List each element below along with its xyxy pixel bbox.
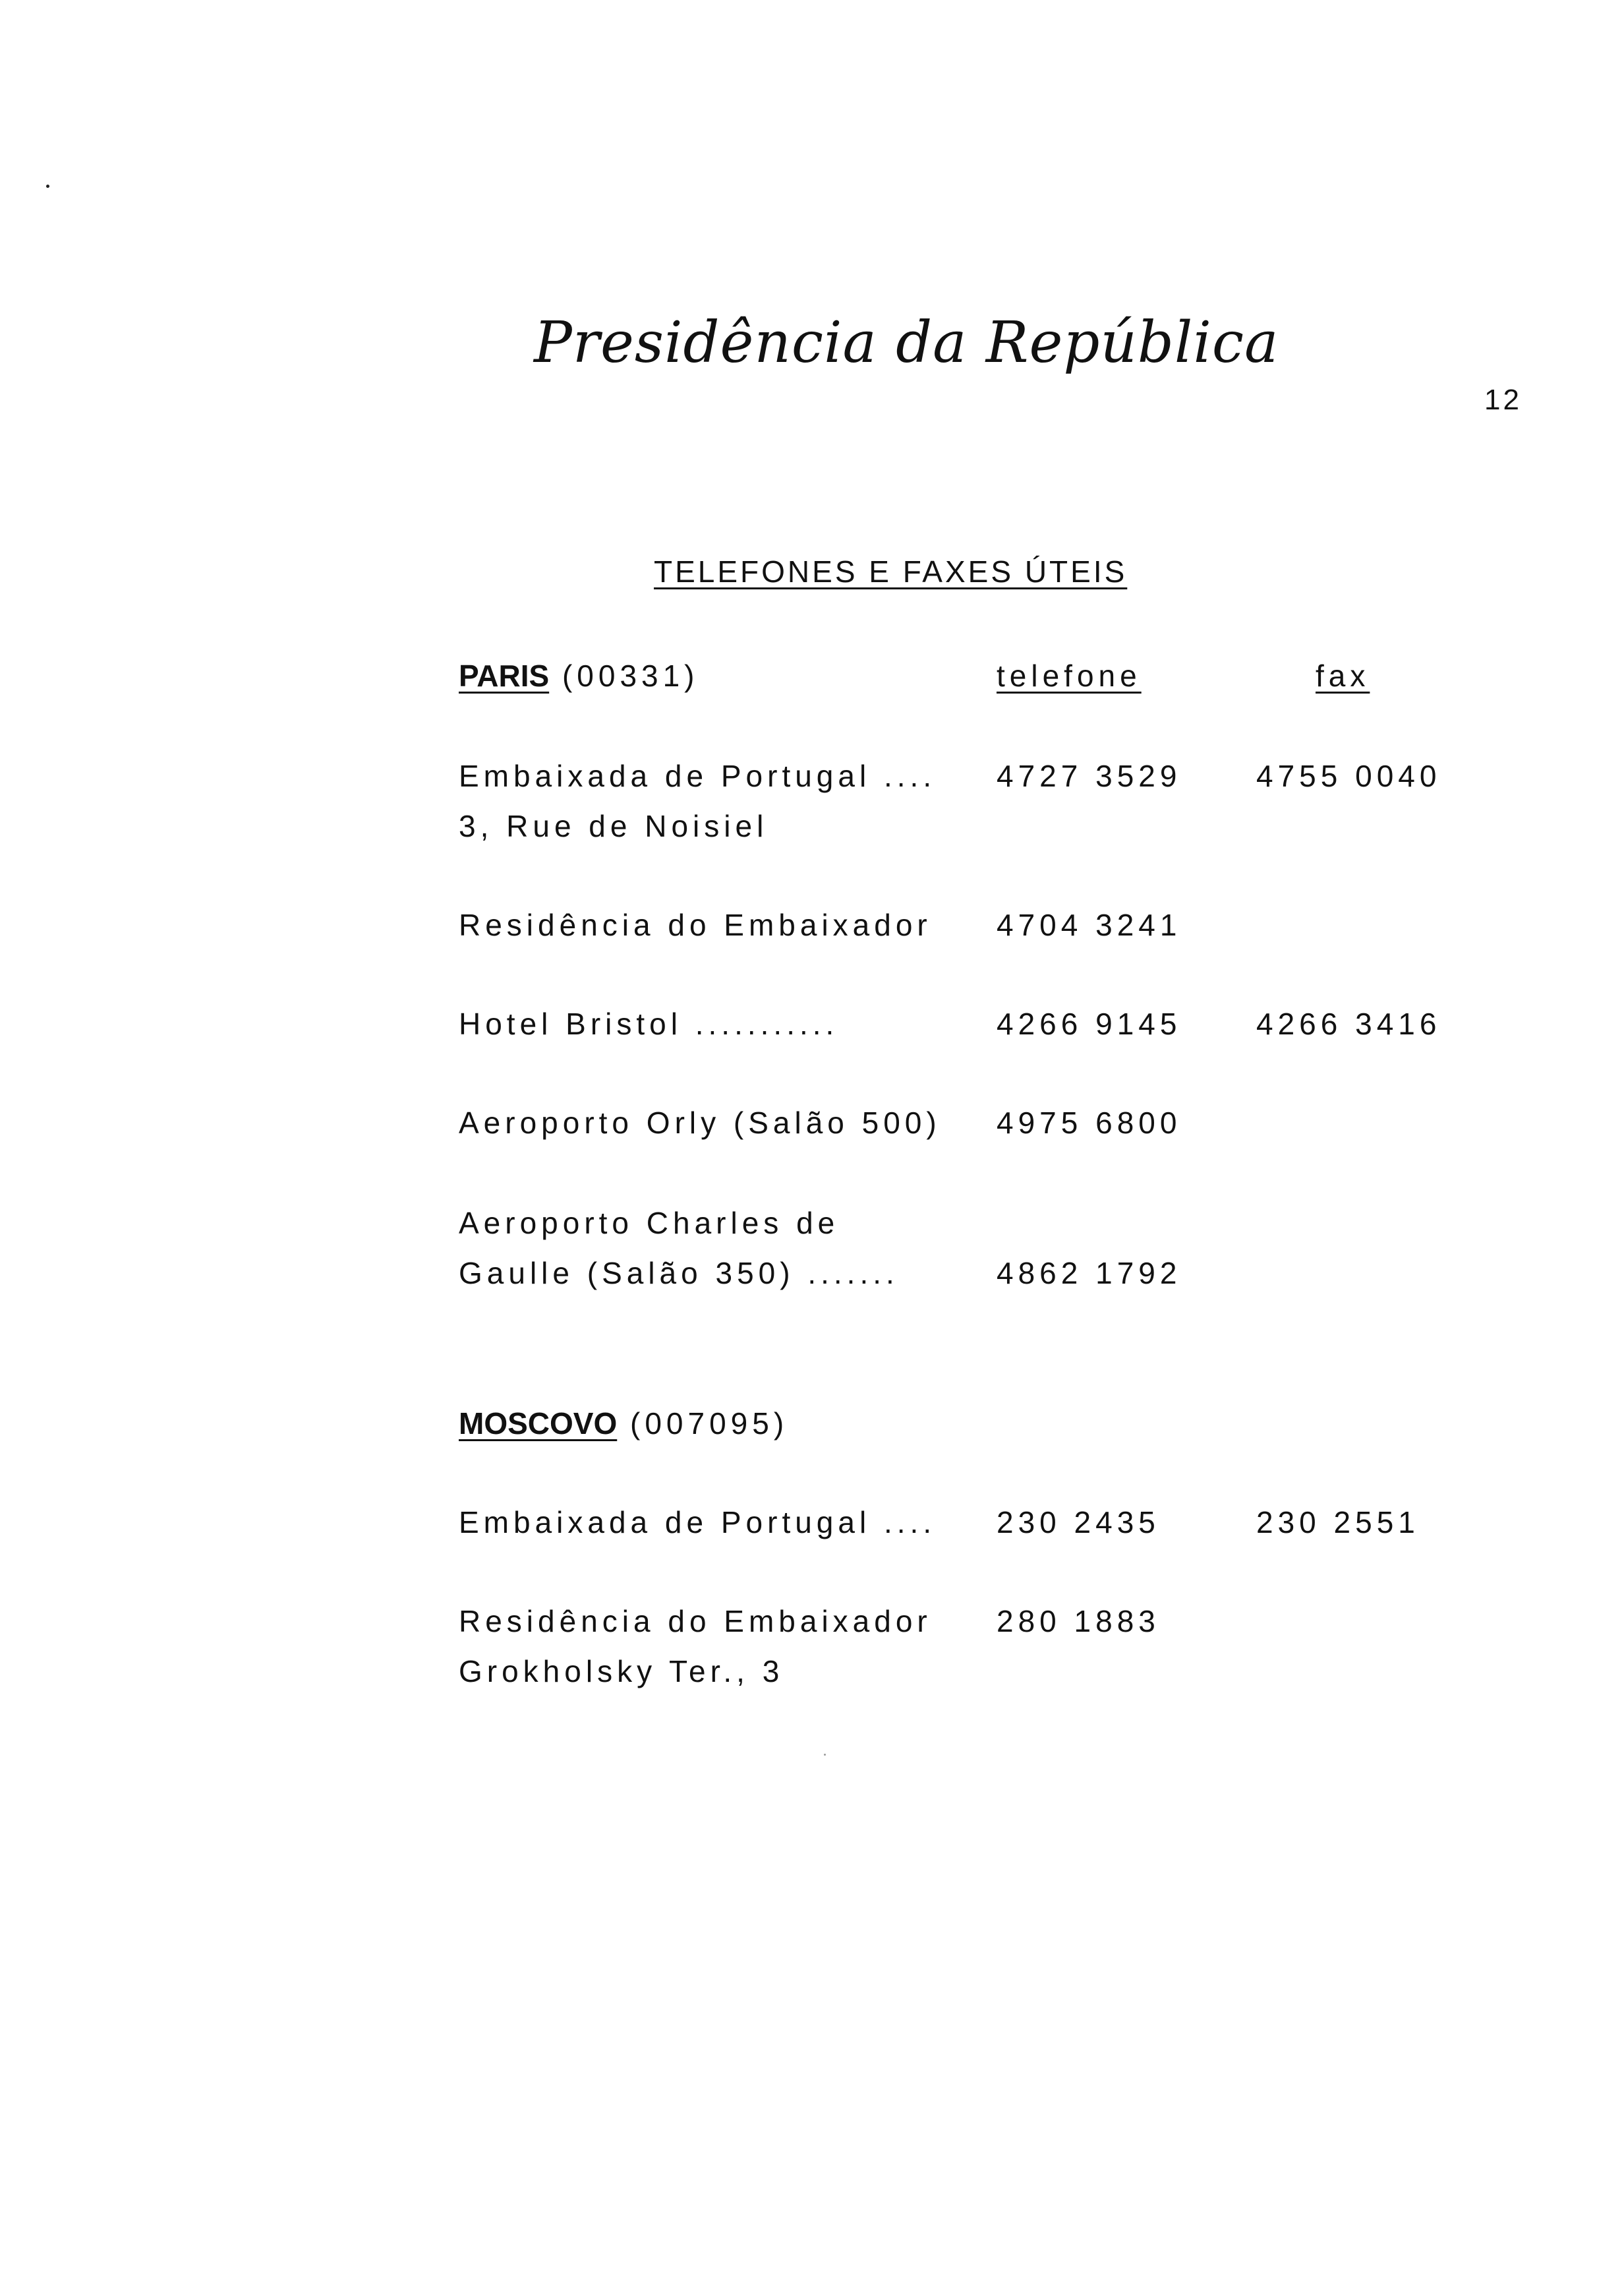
entry-fax: 230 2551 — [1256, 1505, 1420, 1539]
entry-name: Residência do Embaixador — [459, 908, 932, 942]
entry-telefone: 4727 3529 — [997, 759, 1182, 793]
entry-telefone: 280 1883 — [997, 1604, 1160, 1638]
city-name: MOSCOVO — [459, 1406, 618, 1441]
entry-name: Residência do Embaixador — [459, 1604, 932, 1638]
entry-address: Grokholsky Ter., 3 — [459, 1654, 784, 1688]
column-header-telefone: telefone — [997, 659, 1142, 693]
entry-fax: 4266 3416 — [1256, 1007, 1441, 1041]
entry-telefone: 230 2435 — [997, 1505, 1160, 1539]
section-header-moscovo — [459, 1406, 788, 1441]
entry-name: Hotel Bristol ........... — [459, 1007, 839, 1041]
page-number: 12 — [1484, 384, 1522, 416]
entry-telefone: 4862 1792 — [997, 1256, 1182, 1290]
entry-telefone: 4266 9145 — [997, 1007, 1182, 1041]
scan-speck — [824, 1754, 826, 1756]
entry-name: Aeroporto Orly (Salão 500) — [459, 1106, 941, 1140]
entry-name-cont: Gaulle (Salão 350) ....... — [459, 1256, 899, 1290]
entry-telefone: 4975 6800 — [997, 1106, 1182, 1140]
entry-telefone: 4704 3241 — [997, 908, 1182, 942]
column-header-fax: fax — [1316, 659, 1370, 693]
letterhead-script: Presidência da República — [534, 310, 1279, 376]
entry-name: Embaixada de Portugal .... — [459, 759, 937, 793]
dial-code: (007095) — [630, 1406, 789, 1441]
entry-name: Embaixada de Portugal .... — [459, 1505, 937, 1539]
document-title: TELEFONES E FAXES ÚTEIS — [654, 554, 1128, 589]
city-name: PARIS — [459, 659, 550, 693]
dial-code: (00331) — [562, 659, 699, 693]
entry-fax: 4755 0040 — [1256, 759, 1441, 793]
section-header-paris — [459, 658, 699, 694]
entry-address: 3, Rue de Noisiel — [459, 809, 768, 843]
entry-name: Aeroporto Charles de — [459, 1206, 840, 1240]
letterhead — [534, 283, 1279, 402]
scan-speck — [46, 185, 49, 188]
